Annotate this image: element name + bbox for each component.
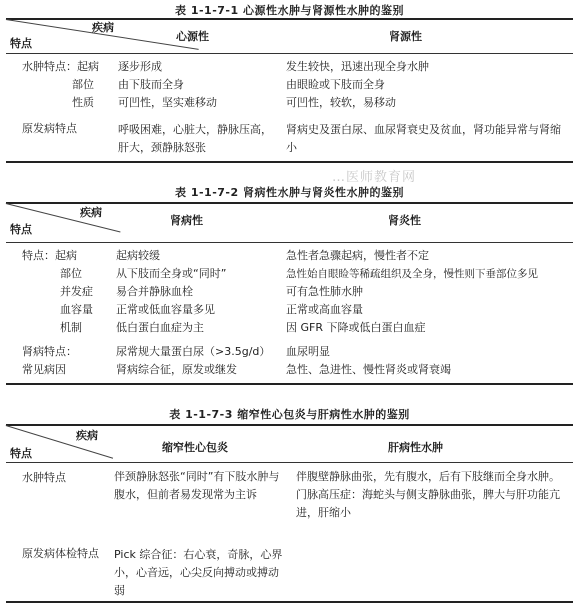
- table1-corner-feature: 特点: [10, 37, 32, 50]
- table1-row-label: 原发病特点: [22, 122, 77, 135]
- table1-row-cardiac: 呼吸困难，心脏大，静脉压高，肝大，颈静脉怒张: [118, 123, 272, 154]
- table3-header-rule: [6, 462, 573, 463]
- table1-row-renal: 由眼睑或下肢而全身: [286, 78, 385, 91]
- table2-row-label: 并发症: [60, 285, 93, 298]
- table2-row-label: 特点：起病: [22, 249, 77, 262]
- table3-corner-feature: 特点: [10, 447, 32, 460]
- table2-row-nephrotic: 起病较缓: [116, 249, 160, 262]
- table2-col-header-nephritic: 肾炎性: [388, 214, 421, 227]
- table2-row-nephritic: 因 GFR 下降或低白蛋白血症: [286, 321, 426, 334]
- table2-row-nephrotic: 肾病综合征，原发或继发: [116, 363, 237, 376]
- table2-top-rule: [6, 202, 573, 204]
- table2-row-label: 机制: [60, 321, 82, 334]
- table1-row-renal: 可凹性，较软，易移动: [286, 96, 396, 109]
- table3-col-header-liver: 肝病性水肿: [388, 441, 443, 454]
- table2-row-label: 常见病因: [22, 363, 66, 376]
- table1-row-renal: 发生较快，迅速出现全身水肿: [286, 60, 429, 73]
- table2-row-nephrotic: 正常或低血容量多见: [116, 303, 215, 316]
- table1-row-label: 部位: [72, 78, 94, 91]
- table3-row-pericarditis: Pick 综合征：右心衰，奇脉，心界小，心音远，心尖反向搏动或搏动弱: [114, 548, 283, 597]
- table2-row-nephrotic: 低白蛋白血症为主: [116, 321, 204, 334]
- table3-top-rule: [6, 424, 573, 426]
- table2-row-nephritic: 正常或高血容量: [286, 303, 363, 316]
- table1-col-header-cardiac: 心源性: [176, 30, 209, 43]
- table2-row-nephritic: 血尿明显: [286, 345, 330, 358]
- table2-row-nephrotic: 从下肢而全身或“同时”: [116, 267, 227, 280]
- table3-row-liver: 伴腹壁静脉曲张，先有腹水，后有下肢继而全身水肿。门脉高压症：海蛇头与侧支静脉曲张，脾大与肝功能亢进，肝缩小: [296, 470, 560, 519]
- table1-header-rule: [6, 53, 573, 54]
- table2-row-nephrotic: 尿常规大量蛋白尿（>3.5g/d）: [116, 345, 271, 358]
- table1-corner-disease: 疾病: [92, 21, 114, 34]
- table1-row-cardiac: 逐步形成: [118, 60, 162, 73]
- watermark: …医师教育网: [332, 170, 417, 185]
- table1-row-label: 性质: [72, 96, 94, 109]
- table2-corner-feature: 特点: [10, 223, 32, 236]
- table2-row-nephritic: 可有急性肺水肿: [286, 285, 363, 298]
- table2-col-header-nephrotic: 肾病性: [170, 214, 203, 227]
- table2-row-label: 肾病特点：: [22, 345, 77, 358]
- table1-row-cardiac: 可凹性，坚实难移动: [118, 96, 217, 109]
- table2-header-rule: [6, 242, 573, 243]
- table1-row-cardiac: 由下肢而全身: [118, 78, 184, 91]
- table1-row-label: 水肿特点：起病: [22, 60, 99, 73]
- table1-bottom-rule: [6, 161, 573, 163]
- table2-row-nephrotic: 易合并静脉血栓: [116, 285, 193, 298]
- table2-row-nephritic: 急性者急骤起病，慢性者不定: [286, 249, 429, 262]
- table3-bottom-rule: [6, 601, 573, 603]
- table2-row-label: 血容量: [60, 303, 93, 316]
- table3-col-header-pericarditis: 缩窄性心包炎: [162, 441, 228, 454]
- table3-row-pericarditis: 伴颈静脉怒张“同时”有下肢水肿与腹水，但前者易发现常为主诉: [114, 470, 280, 501]
- table2-row-nephritic: 急性、急进性、慢性肾炎或肾衰竭: [286, 363, 451, 376]
- table2-caption: 表 1-1-7-2 肾病性水肿与肾炎性水肿的鉴别: [175, 186, 404, 199]
- table3-row-label: 原发病体检特点: [22, 547, 99, 560]
- table1-col-header-renal: 肾源性: [389, 30, 422, 43]
- table2-corner-disease: 疾病: [80, 206, 102, 219]
- table2-row-nephritic: 急性始自眼睑等稀疏组织及全身，慢性则下垂部位多见: [286, 268, 538, 280]
- table3-corner-disease: 疾病: [76, 429, 98, 442]
- table3-caption: 表 1-1-7-3 缩窄性心包炎与肝病性水肿的鉴别: [169, 408, 410, 421]
- table1-caption: 表 1-1-7-1 心源性水肿与肾源性水肿的鉴别: [175, 4, 404, 17]
- table1-row-renal: 肾病史及蛋白尿、血尿肾衰史及贫血，肾功能异常与肾缩小: [286, 123, 561, 154]
- table2-row-label: 部位: [60, 267, 82, 280]
- table3-row-label: 水肿特点: [22, 471, 66, 484]
- table2-bottom-rule: [6, 383, 573, 385]
